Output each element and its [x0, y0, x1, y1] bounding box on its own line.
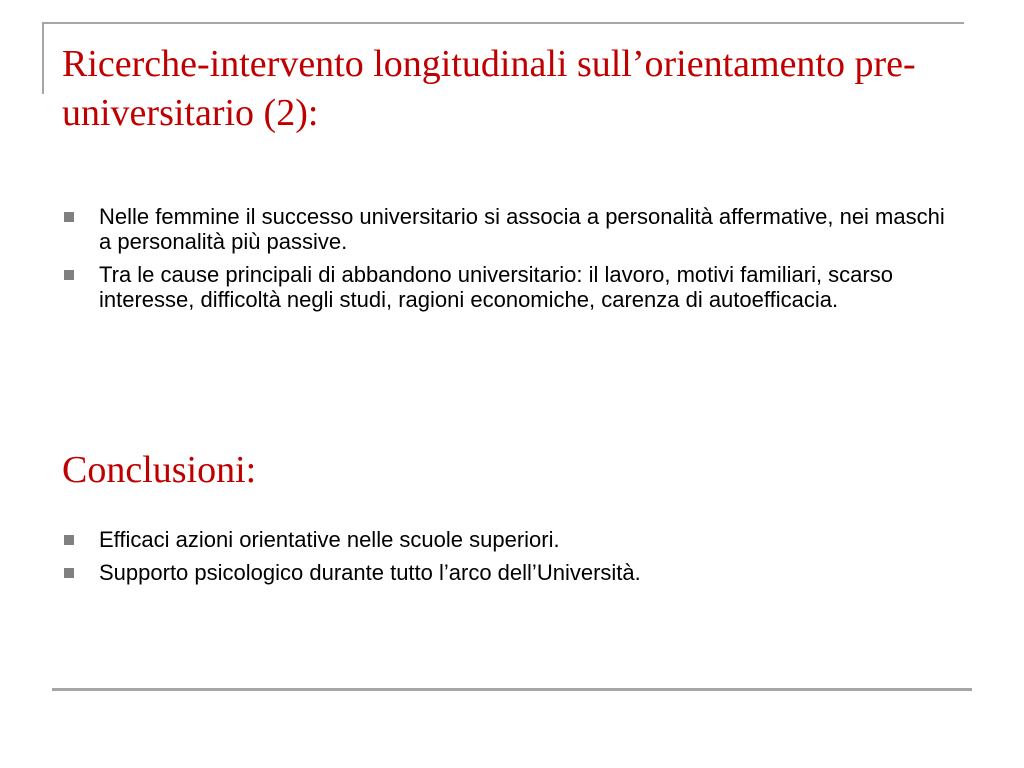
findings-list — [62, 204, 962, 320]
list-item — [62, 204, 962, 254]
slide-title: Ricerche-intervento longitudinali sull’orientamento pre-universitario (2): — [62, 43, 916, 135]
bullet-text: Supporto psicologico durante tutto l’arco dell’Università. — [99, 560, 641, 585]
conclusions-heading: Conclusioni: — [62, 449, 257, 491]
bullet-text: Tra le cause principali di abbandono universitario: il lavoro, motivi familiari, scarso interesse, difficoltà negli studi, ragioni economiche, carenza di autoefficacia. — [99, 262, 893, 312]
square-bullet-icon — [64, 270, 74, 280]
bullet-text: Efficaci azioni orientative nelle scuole superiori. — [99, 527, 560, 552]
square-bullet-icon — [64, 212, 74, 222]
left-divider — [42, 22, 44, 94]
list-item — [62, 560, 962, 585]
square-bullet-icon — [64, 568, 74, 578]
square-bullet-icon — [64, 535, 74, 545]
bottom-divider — [52, 688, 972, 691]
conclusions-list — [62, 527, 962, 593]
list-item — [62, 527, 962, 552]
list-item — [62, 262, 962, 312]
bullet-text: Nelle femmine il successo universitario si associa a personalità affermative, nei maschi a personalità più passive. — [99, 204, 945, 254]
top-divider — [44, 22, 964, 24]
